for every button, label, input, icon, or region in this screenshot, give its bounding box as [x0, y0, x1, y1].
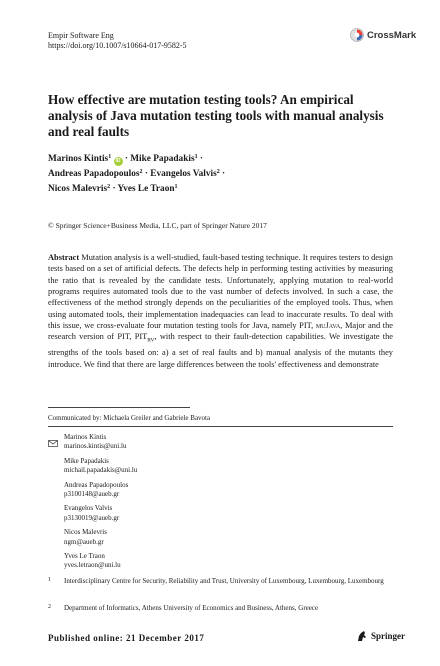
- author-affiliation-marker: 1: [174, 183, 178, 190]
- author-separator: ·: [110, 183, 118, 194]
- contact-entry: [64, 481, 137, 500]
- abstract-text: Mutation analysis is a well-studied, fault-based testing technique. It requires testers to design tests based on a set of artificial defects. The defects help in performing testing activities by measuring the ratio that is revealed by the candidate tests. Unfortunately, applying mutation to real-world programs requires automated tools due to the vast number of defects involved. In such a case, the effectiveness of the method strongly depends on the peculiarities of the employed tools. Thus, when using automated tools, their implementation inadequacies can lead to inaccurate results. To deal with this issue, we cross-evaluate four mutation testing tools for Java, namely PIT,: [48, 253, 393, 331]
- contact-email[interactable]: michail.papadakis@uni.lu: [64, 466, 138, 475]
- springer-horse-icon: [356, 630, 368, 642]
- crossmark-badge[interactable]: [350, 28, 416, 42]
- contact-entry: [64, 433, 137, 452]
- published-date: Published online: 21 December 2017: [48, 633, 205, 643]
- footnote-divider: [48, 407, 190, 408]
- contact-name: Yves Le Traon: [64, 552, 105, 561]
- affiliation-2: [48, 604, 393, 613]
- contact-name: Andreas Papadopoulos: [64, 480, 129, 489]
- communicated-by: Communicated by: Michaela Greiler and Gabriele Bavota: [48, 414, 211, 422]
- abstract: [48, 252, 393, 370]
- article-title: How effective are mutation testing tools? An empirical analysis of Java mutation testing tools with manual analysis and real faults: [48, 92, 384, 139]
- author-affiliation-marker: 1: [194, 154, 198, 160]
- affiliation-1: [48, 577, 393, 586]
- contact-entry: [64, 552, 137, 571]
- orcid-icon[interactable]: iD: [115, 158, 121, 164]
- author-name[interactable]: Andreas Papadopoulos: [48, 169, 140, 179]
- pit-subscript: RV: [147, 338, 155, 345]
- abstract-heading: Abstract: [48, 253, 80, 262]
- copyright-notice: © Springer Science+Business Media, LLC, part of Springer Nature 2017: [48, 221, 267, 230]
- author-list: [48, 151, 378, 195]
- author-name[interactable]: Marinos Kintis: [48, 154, 109, 164]
- contact-entry: [64, 457, 137, 476]
- crossmark-label: CrossMark: [367, 29, 417, 41]
- author-affiliation-marker: 2: [107, 183, 111, 190]
- author-affiliation-marker: 1: [108, 154, 112, 160]
- contact-email[interactable]: yves.letraon@uni.lu: [64, 561, 121, 570]
- author-separator: ·: [122, 154, 131, 164]
- springer-logo: [356, 630, 405, 642]
- author-separator: ·: [197, 154, 204, 164]
- author-name[interactable]: Mike Papadakis: [130, 154, 195, 164]
- author-name[interactable]: Yves Le Traon: [117, 183, 175, 194]
- crossmark-icon: [350, 28, 364, 42]
- envelope-icon: [48, 434, 58, 452]
- author-separator: ·: [142, 169, 151, 179]
- contact-name: Evangelos Valvis: [64, 504, 113, 513]
- journal-name: Empir Software Eng: [48, 31, 114, 40]
- abstract-text-end: , with respect to their fault-detection capabilities. We investigate the strengths of the tools based on: a) a set of real faults and b) manual analysis of the mutants they introduce. We find that there are large differences between the tools' effectiveness and demonstrate: [48, 332, 394, 369]
- author-name[interactable]: Evangelos Valvis: [150, 169, 217, 179]
- contact-name: Marinos Kintis: [64, 433, 107, 441]
- contact-email[interactable]: p3100148@aueb.gr: [64, 490, 120, 499]
- contact-entry: [64, 528, 137, 547]
- author-name[interactable]: Nicos Malevris: [48, 183, 108, 194]
- affiliation-text: Department of Informatics, Athens University of Economics and Business, Athens, Greece: [64, 604, 319, 612]
- doi-link[interactable]: https://doi.org/10.1007/s10664-017-9582-5: [48, 41, 187, 50]
- contact-name: Nicos Malevris: [64, 528, 107, 537]
- author-separator: ·: [219, 169, 226, 179]
- contact-email[interactable]: p3130019@aueb.gr: [64, 513, 120, 522]
- contact-email[interactable]: marinos.kintis@uni.lu: [64, 442, 127, 451]
- affiliation-number: 2: [48, 604, 51, 610]
- contact-list: [64, 433, 137, 576]
- contact-name: Mike Papadakis: [64, 456, 109, 465]
- author-affiliation-marker: 2: [216, 169, 220, 175]
- section-divider: [48, 426, 393, 427]
- contact-email[interactable]: ngm@aueb.gr: [64, 537, 104, 546]
- contact-entry: [64, 504, 137, 523]
- abstract-text-mid: , Major and the research version of PIT, PIT: [48, 321, 393, 342]
- author-affiliation-marker: 2: [139, 169, 143, 175]
- springer-label: Springer: [371, 631, 406, 641]
- affiliation-text: Interdisciplinary Centre for Security, Reliability and Trust, University of Luxembourg, Luxembourg, Luxembourg: [64, 577, 384, 585]
- mujava-name: muJava: [315, 321, 341, 331]
- affiliation-number: 1: [48, 577, 51, 583]
